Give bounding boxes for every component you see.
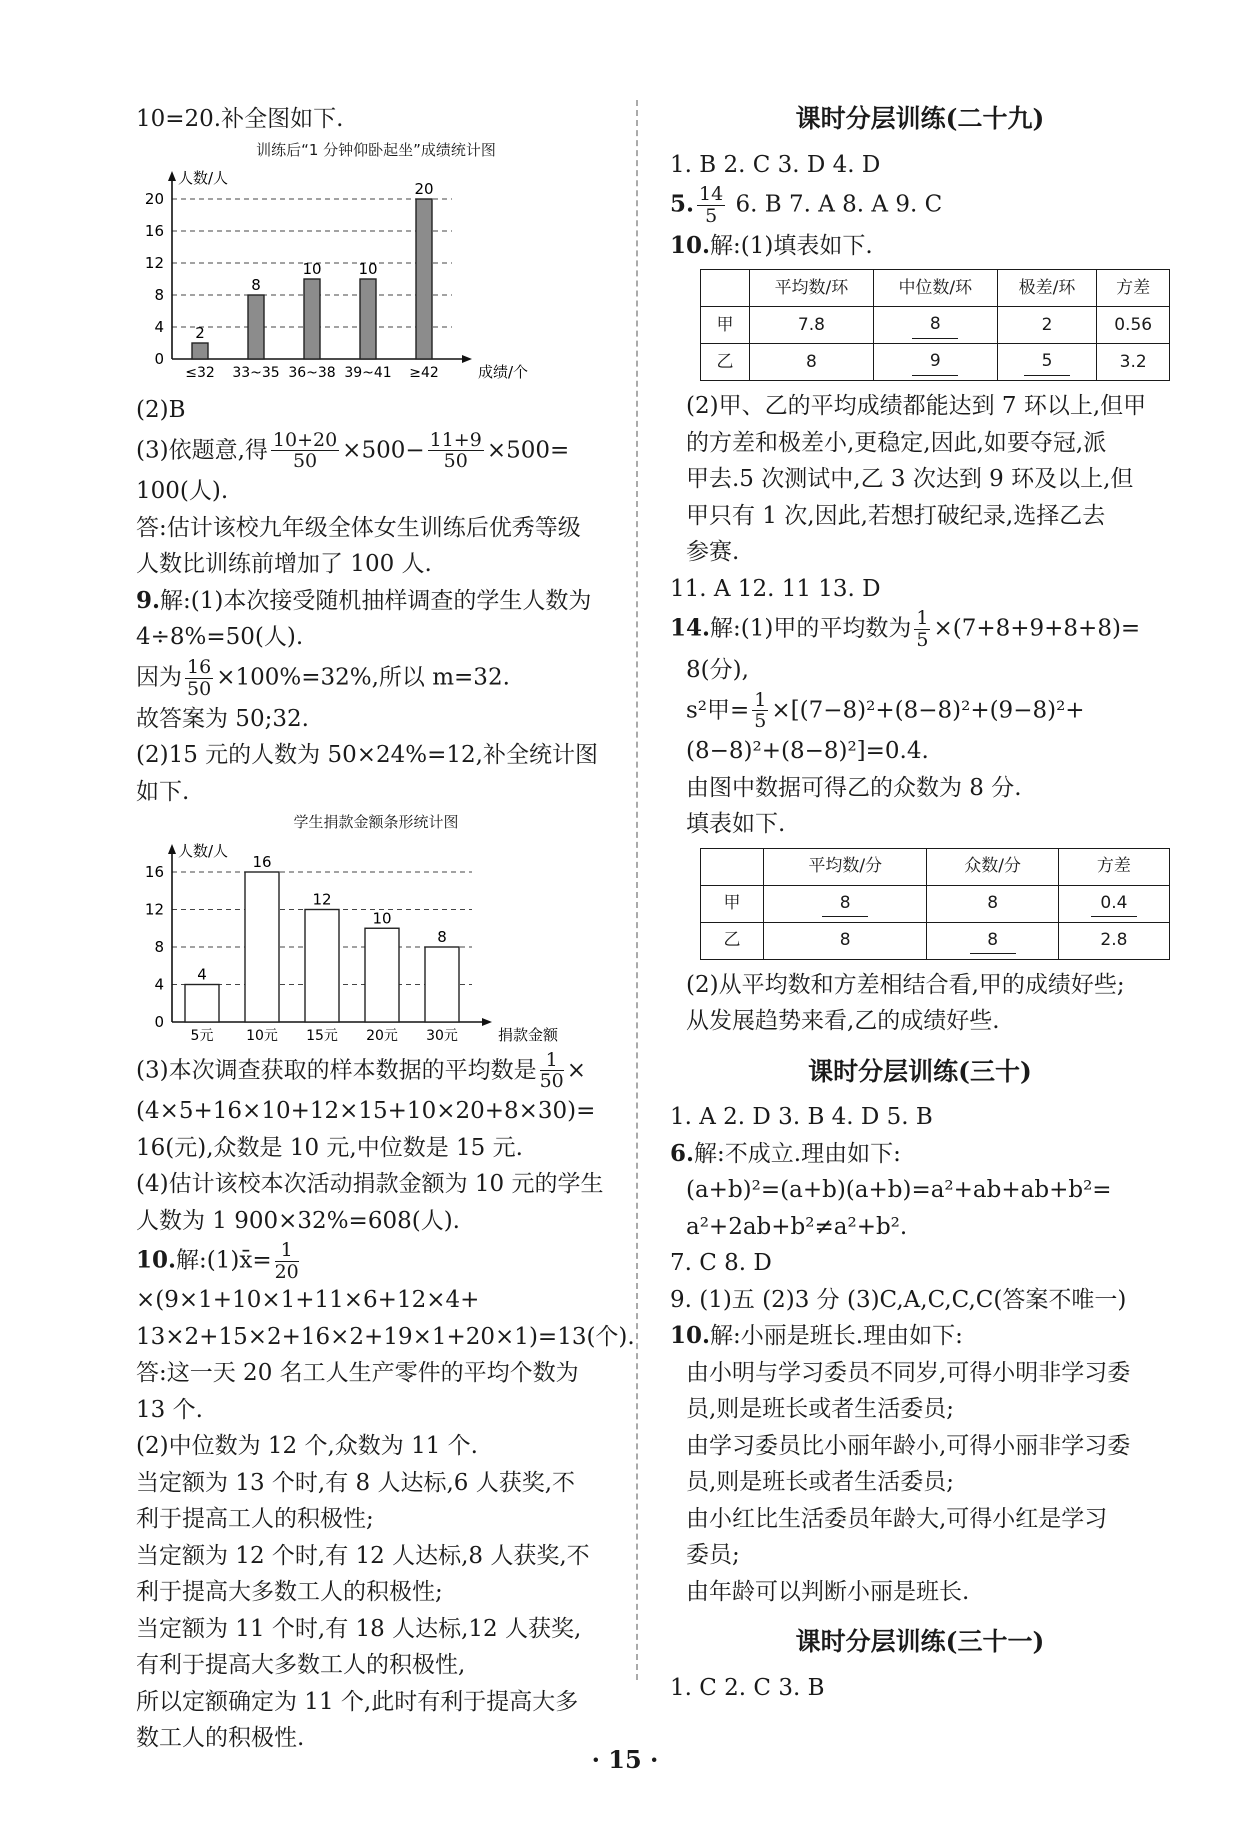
section-title-31: 课时分层训练(三十一) [795,1627,1045,1657]
s29-q10-p2-line3: 甲去.5 次测试中,乙 3 次达到 9 环及以上,但 [686,466,1134,493]
x-tick-label: ≥42 [409,365,439,381]
page-number: · 15 · [591,1745,659,1774]
table-header-row [701,848,1170,885]
q10-line1-text-a: 解:(1)x̄= [176,1247,272,1274]
bar [360,279,376,359]
fraction-den: 50 [187,677,212,700]
table-cell [764,885,927,922]
x-tick-label: 39~41 [344,365,392,381]
bar-data-label: 16 [252,852,272,871]
s30-q10-line6: 由小红比生活委员年龄大,可得小红是学习 [686,1505,1108,1532]
table-cell: 乙 [701,922,764,959]
q8-answer-1: 答:估计该校九年级全体女生训练后优秀等级 [136,514,581,541]
x-axis-label: 成绩/个 [478,363,529,381]
s29-q14-line3-text-a: s²甲= [686,696,750,723]
s29-q14-line1 [670,608,1170,651]
q10-line6: 当定额为 13 个时,有 8 人达标,6 人获奖,不 [136,1469,576,1496]
filled-blank: 9 [912,349,958,376]
fraction [428,430,484,473]
y-axis-label: 人数/人 [178,169,229,187]
x-tick-label: ≤32 [185,365,215,381]
table-cell [997,344,1097,381]
s29-q14-p2-line2: 从发展趋势来看,乙的成绩好些. [686,1008,1000,1035]
s30-q6-line1 [670,1137,1170,1172]
s31-answers-row1: 1. C 2. C 3. B [670,1674,825,1701]
q9-line3-text-b: ×100%=32%,所以 m=32. [216,664,510,691]
bar-data-label: 10 [372,908,392,927]
s29-q14-p2-line1: (2)从平均数和方差相结合看,甲的成绩好些; [686,971,1125,998]
s30-q6-line3: a²+2ab+b²≠a²+b². [686,1213,908,1240]
table-cell [873,344,997,381]
s29-q14-line5: 由图中数据可得乙的众数为 8 分. [686,774,1022,801]
table-header-cell: 平均数/分 [764,848,927,885]
table-cell [873,307,997,344]
table-cell: 乙 [701,344,750,381]
table-cell: 8 [927,885,1058,922]
x-tick-label: 10元 [246,1027,278,1044]
s29-q10-p2-line4: 甲只有 1 次,因此,若想打破纪录,选择乙去 [686,502,1106,529]
q9b-line5: 人数为 1 900×32%=608(人). [136,1207,460,1234]
bar-data-label: 10 [302,260,322,278]
question-number: 14. [670,614,711,642]
s29-q10-p2-line2: 的方差和极差小,更稳定,因此,如要夺冠,派 [686,429,1107,456]
s29-q14-line6: 填表如下. [686,811,786,838]
table-row [701,344,1170,381]
fraction-num: 1 [916,607,929,630]
s29-q10-p2-line5: 参赛. [686,539,740,566]
s29-q14-line3 [670,690,1170,733]
bar-data-label: 20 [414,180,434,198]
fraction [271,430,339,473]
filled-blank: 5 [1024,349,1070,376]
table-row [701,885,1170,922]
question-number: 6. [670,1139,695,1167]
fraction-den: 50 [292,450,318,473]
q9b-line1-text-a: (3)本次调查获取的样本数据的平均数是 [136,1056,537,1083]
y-tick-label: 12 [144,900,164,919]
x-tick-label: 36~38 [288,365,336,381]
bar-data-label: 10 [358,260,378,278]
s30-q10-line8: 由年龄可以判断小丽是班长. [686,1578,970,1605]
x-tick-label: 20元 [366,1027,398,1044]
table-cell: 0.56 [1097,307,1170,344]
bar-data-label: 2 [195,324,205,342]
fraction [185,657,213,700]
table-header-cell: 众数/分 [927,848,1058,885]
s30-q6-line1-text: 解:不成立.理由如下: [694,1140,901,1167]
s29-q14-line2: 8(分), [686,657,749,684]
question-number: 5. [670,190,695,218]
q8-part3-text-a: (3)依题意,得 [136,436,268,463]
y-tick-label: 12 [144,254,164,272]
bar [192,343,208,359]
table-header-cell: 方差 [1097,270,1170,307]
fraction-den: 50 [443,450,468,473]
intro-text: 10=20.补全图如下. [136,106,344,132]
table-row [701,922,1170,959]
bar-data-label: 8 [437,927,447,946]
q9-line4: 故答案为 50;32. [136,705,309,732]
q9-line5: (2)15 元的人数为 50×24%=12,补全统计图 [136,742,598,769]
bar [304,279,320,359]
table-cell: 2 [997,307,1097,344]
y-tick-label: 8 [154,937,164,956]
fraction-den: 5 [916,629,929,652]
bar [185,984,219,1022]
y-tick-label: 0 [154,350,164,368]
s30-q6-line2: (a+b)²=(a+b)(a+b)=a²+ab+ab+b²= [686,1177,1112,1204]
fraction [914,608,930,651]
x-tick-label: 15元 [306,1027,338,1044]
y-tick-label: 0 [154,1012,164,1031]
s30-q10-line2: 由小明与学习委员不同岁,可得小明非学习委 [686,1359,1131,1386]
section-title-29: 课时分层训练(二十九) [795,104,1045,133]
s29-answers-row3: 11. A 12. 11 13. D [670,575,881,602]
question-number: 10. [136,1246,177,1274]
fraction-den: 50 [539,1070,564,1093]
q10-line5: (2)中位数为 12 个,众数为 11 个. [136,1433,478,1460]
q9b-line4: (4)估计该校本次活动捐款金额为 10 元的学生 [136,1171,604,1198]
fraction-num: 1 [540,1050,564,1072]
q9-line6: 如下. [136,778,190,805]
filled-blank: 0.4 [1091,891,1137,918]
fraction-num: 10+20 [272,428,338,451]
bar [248,295,264,359]
s29-q10-p2-line1: (2)甲、乙的平均成绩都能达到 7 环以上,但甲 [686,393,1147,420]
q8-part3-text-c: ×500= [486,436,570,463]
table-header-cell [701,848,764,885]
x-axis-arrow [462,355,472,363]
q10-line8: 当定额为 12 个时,有 12 人达标,8 人获奖,不 [136,1542,590,1569]
filled-blank: 8 [970,928,1016,955]
bar [425,947,459,1022]
y-tick-label: 4 [154,975,164,994]
y-tick-label: 20 [144,190,164,208]
fraction [540,1050,564,1093]
table-header-cell: 中位数/环 [873,270,997,307]
q8-part2: (2)B [136,397,186,423]
q9b-line2: (4×5+16×10+12×15+10×20+8×30)= [136,1098,596,1125]
bar [305,909,339,1022]
table-header-row [701,270,1170,307]
s30-q10-line7: 委员; [686,1542,740,1569]
bar-data-label: 4 [197,965,207,984]
y-axis-arrow [168,844,176,854]
q10-line13: 数工人的积极性. [136,1725,305,1752]
q8-result: 100(人). [136,478,229,505]
bar-data-label: 12 [312,890,332,909]
s30-answers-row3: 9. (1)五 (2)3 分 (3)C,A,C,C,C(答案不唯一) [670,1286,1127,1313]
q8-part3 [136,430,616,473]
table-score-stats [700,848,1170,960]
q10-line1 [136,1240,616,1317]
q10-line2: 13×2+15×2+16×2+19×1+20×1)=13(个). [136,1323,635,1350]
fraction-num: 14 [699,183,724,205]
s29-q14-line4: (8−8)²+(8−8)²]=0.4. [686,738,929,765]
chart2-bar-chart [136,836,616,1048]
q8-part3-text-b: ×500− [342,436,425,463]
q10-line11: 有利于提高大多数工人的积极性, [136,1652,466,1679]
q10-line4: 13 个. [136,1396,203,1423]
filled-blank: 8 [912,312,958,339]
fraction-den: 20 [274,1261,299,1284]
s29-answers-row1: 1. B 2. C 3. D 4. D [670,151,881,178]
s30-q10-line1-text: 解:小丽是班长.理由如下: [710,1323,963,1350]
table-cell: 8 [750,344,874,381]
chart1-bar-chart [136,163,616,391]
q10-line10: 当定额为 11 个时,有 18 人达标,12 人获奖, [136,1615,582,1642]
question-number: 9. [136,586,161,614]
s29-q14-line3-text-b: ×[(7−8)²+(8−8)²+(9−8)²+ [771,696,1085,723]
table-header-cell: 极差/环 [997,270,1097,307]
q10-line3: 答:这一天 20 名工人生产零件的平均个数为 [136,1360,579,1387]
question-number: 10. [670,231,711,259]
table-cell: 2.8 [1058,922,1169,959]
s30-q10-line3: 员,则是班长或者生活委员; [686,1396,955,1423]
x-tick-label: 5元 [190,1027,214,1044]
s30-q10-line5: 员,则是班长或者生活委员; [686,1469,955,1496]
bar [416,199,432,359]
section-title-30: 课时分层训练(三十) [808,1056,1032,1086]
left-column [136,100,635,1758]
s29-q14-line1-text-a: 解:(1)甲的平均数为 [710,615,912,642]
q9-line3 [136,657,616,700]
y-tick-label: 16 [144,222,164,240]
q10-line7: 利于提高工人的积极性; [136,1506,374,1533]
q10-line1-text-b: ×(9×1+10×1+11×6+12×4+ [136,1287,480,1314]
s30-q10-line1 [670,1319,1170,1354]
table-header-cell [701,270,750,307]
y-tick-label: 8 [154,286,164,304]
q9-line3-text-a: 因为 [136,664,182,691]
table-cell: 甲 [701,885,764,922]
q9-line1-text: 解:(1)本次接受随机抽样调查的学生人数为 [160,587,592,614]
fraction-den: 5 [754,710,767,733]
x-axis-label: 捐款金额 [498,1025,559,1044]
table-cell [1058,885,1169,922]
fraction-den: 5 [705,204,718,227]
q9b-line1 [136,1050,616,1093]
fraction-num: 1 [754,688,767,711]
s30-q10-line4: 由学习委员比小丽年龄小,可得小丽非学习委 [686,1432,1131,1459]
y-tick-label: 16 [144,862,164,881]
table-cell: 7.8 [750,307,874,344]
q10-line12: 所以定额确定为 11 个,此时有利于提高大多 [136,1688,579,1715]
chart1-title: 训练后“1 分钟仰卧起坐”成绩统计图 [256,140,496,159]
filled-blank: 8 [822,891,868,918]
q10-line9: 利于提高大多数工人的积极性; [136,1579,443,1606]
table-cell [927,922,1058,959]
y-axis-label: 人数/人 [178,841,229,860]
x-tick-label: 33~35 [232,365,280,381]
question-number: 10. [670,1322,711,1350]
x-axis-arrow [482,1018,492,1026]
y-tick-label: 4 [154,318,164,336]
right-column [670,100,1170,1707]
chart2-title: 学生捐款金额条形统计图 [293,813,459,832]
table-header-cell: 方差 [1058,848,1169,885]
bar [245,872,279,1022]
fraction-num: 1 [275,1240,299,1262]
s29-q14-line1-text-b: ×(7+8+9+8+8)= [933,615,1141,642]
table-cell: 甲 [701,307,750,344]
table-cell: 3.2 [1097,344,1170,381]
s29-answers-row2 [670,184,1170,227]
bar [365,928,399,1022]
s29-q10-line1 [670,229,1170,264]
table-header-cell: 平均数/环 [750,270,874,307]
fraction [752,690,768,733]
fraction-num: 16 [187,655,212,678]
y-axis-arrow [168,171,176,181]
s29-q10-line1-text: 解:(1)填表如下. [710,232,873,259]
s30-answers-row1: 1. A 2. D 3. B 4. D 5. B [670,1104,933,1131]
table-cell: 8 [764,922,927,959]
q9-line1 [136,584,616,619]
bar-data-label: 8 [251,276,261,294]
q9b-line1-text-b: × [566,1056,587,1083]
fraction-num: 11+9 [429,428,482,451]
fraction [697,184,725,227]
q9-line2: 4÷8%=50(人). [136,624,304,651]
s30-answers-row2: 7. C 8. D [670,1250,772,1277]
s29-answers-row2-text: 6. B 7. A 8. A 9. C [735,191,943,218]
fraction [275,1240,299,1283]
q9b-line3: 16(元),众数是 10 元,中位数是 15 元. [136,1134,523,1161]
q8-answer-2: 人数比训练前增加了 100 人. [136,551,432,578]
x-tick-label: 30元 [426,1027,458,1044]
table-shooting-stats [700,269,1170,381]
table-row [701,307,1170,344]
column-divider [636,100,638,1680]
